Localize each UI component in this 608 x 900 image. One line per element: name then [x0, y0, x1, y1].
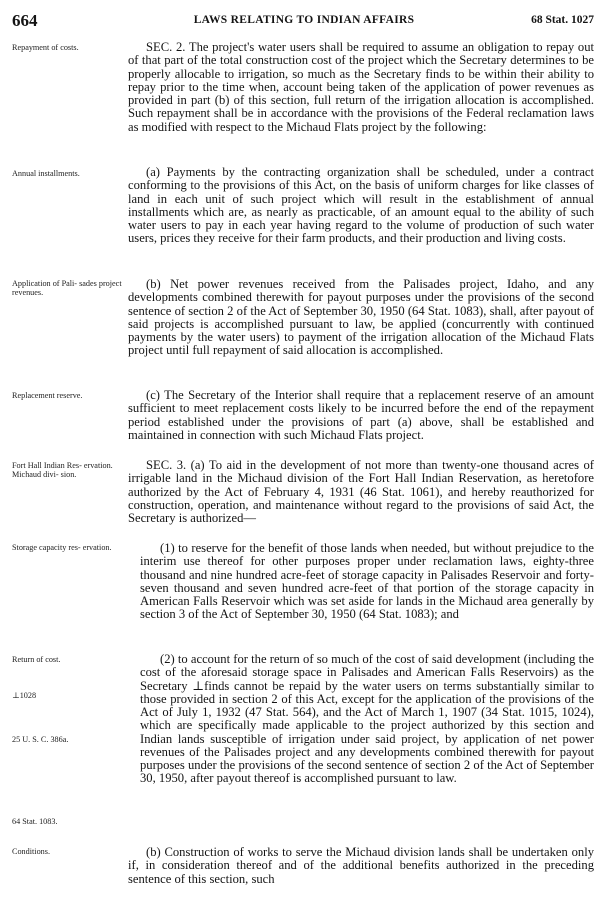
section-3-paragraph: SEC. 3. (a) To aid in the development of not more than twenty-one thousand acres of irrigable land in the Michaud division of the Fort Hall Indian Reservation, as heretofore authorized by the Act of February 4, 1931 (46 Stat. 1061), and hereby reauthorized for construction, operation, and maintenance without regard to the provisions of said Act, the Secretary is authorized—	[128, 458, 594, 525]
margin-note-palisades: Application of Pali- sades project revenues.	[12, 279, 122, 297]
section-3b-paragraph: (b) Construction of works to serve the Michaud division lands shall be undertaken only if, in consideration thereof and of the additional benefits authorized in the preceding sentence of this section, such	[128, 845, 594, 886]
section-2-paragraph: SEC. 2. The project's water users shall be required to assume an obligation to repay out of that part of the total construction cost of the project which the Secretary determines to be properly allocable to irrigation, so much as the Secretary finds to be within their ability to repay prior to the time when, account being taken of the application of power revenues as provided in part (b) of this section, full return of the irrigation allocation is accomplished. Such repayment shall be in accordance with the provisions of the Federal reclamation laws as modified with respect to the Michaud Flats project by the following:	[128, 40, 594, 134]
page-number: 664	[12, 11, 38, 30]
stat-citation: 68 Stat. 1027	[531, 14, 594, 26]
margin-note-page-break: ⊥1028	[12, 691, 37, 700]
part-c-paragraph: (c) The Secretary of the Interior shall require that a replacement reserve of an amount sufficient to meet replacement costs likely to be incurred before the end of the repayment period established under the provisions of part (a) above, shall be established and maintained in connection with such Michaud Flats project.	[128, 388, 594, 442]
part-b-paragraph: (b) Net power revenues received from the Palisades project, Idaho, and any developments combined therewith for payout purposes under the provisions of the second sentence of section 2 of the Act of September 30, 1950 (64 Stat. 1083), shall, after payout of said projects is accomplished pursuant to law, be applied (concurrently with continued payments by the water users) to payment of the irrigation allocation of the Michaud Flats project until full repayment of said allocation is accomplished.	[128, 277, 594, 358]
running-title: LAWS RELATING TO INDIAN AFFAIRS	[193, 14, 415, 26]
clause-2-paragraph: (2) to account for the return of so much of the cost of said development (including the cost of the aforesaid storage space in Palisades and American Falls Reservoirs) as the Secretary ⊥finds cannot be repaid by the water users on terms substantially similar to those provided in section 2 of this Act, except for the application of the provisions of the Act of July 1, 1932 (47 Stat. 564), and the Act of March 1, 1907 (34 Stat. 1015, 1024), which are specifically made applicable to the project authorized by this section and Indian lands susceptible of irrigation under said project, by application of net power revenues of the Palisades project and any developments combined therewith for payout purposes under the provisions of the second sentence of section 2 of the Act of September 30, 1950, after payout thereof is accomplished pursuant to law.	[140, 652, 594, 786]
margin-note-conditions: Conditions.	[12, 847, 50, 856]
margin-note-return: Return of cost.	[12, 655, 61, 664]
margin-note-stat: 64 Stat. 1083.	[12, 817, 58, 826]
margin-note-fort-hall: Fort Hall Indian Res- ervation. Michaud divi- sion.	[12, 461, 113, 479]
margin-note-storage: Storage capacity res- ervation.	[12, 543, 112, 552]
part-a-paragraph: (a) Payments by the contracting organization shall be scheduled, under a contract conforming to the provisions of this Act, on the basis of uniform charges for like classes of land in each unit of such project which will result in the establishment of annual installments which are, as nearly as practicable, of an amount equal to the ability of such water users to pay in each year having regard to the volume of production of such water users, prices they receive for their farm products, and their production and living costs.	[128, 165, 594, 246]
clause-1-paragraph: (1) to reserve for the benefit of those lands when needed, but without prejudice to the interim use thereof for other purposes proper under reclamation laws, eighty-three thousand and nine hundred acre-feet of storage capacity in Palisades Reservoir and forty-seven thousand and seven hundred acre-feet of that portion of the storage capacity in American Falls Reservoir which was set aside for lands in the Michaud area generally by section 3 of the Act of September 30, 1950 (64 Stat. 1083); and	[140, 541, 594, 622]
margin-note-usc: 25 U. S. C. 386a.	[12, 735, 69, 744]
margin-note-installments: Annual installments.	[12, 169, 80, 178]
margin-note-replacement: Replacement reserve.	[12, 391, 83, 400]
margin-note-repayment: Repayment of costs.	[12, 43, 79, 52]
